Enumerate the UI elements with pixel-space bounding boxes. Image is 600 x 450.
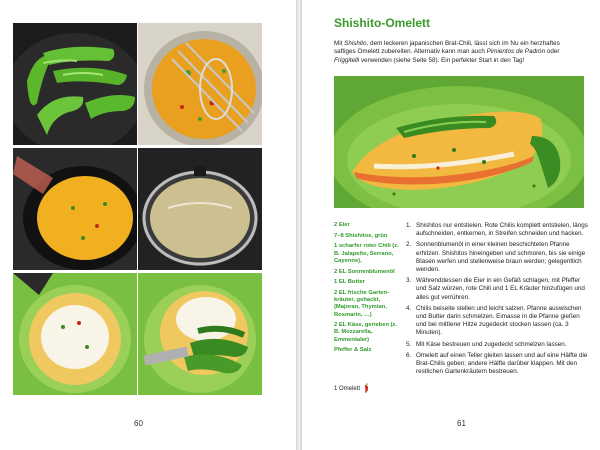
ingredient-list bbox=[334, 222, 400, 358]
ingredient-item: 2 EL frische Garten-kräuter, gehackt, (Majoran, Thymian, Rosmarin, …) bbox=[334, 289, 389, 318]
step-item: 4. Chilis beiseite stellen und leicht salzen. Pfanne auswischen und Butter darin schmelzen. Eimasse in die Pfanne gießen und bei mittlerer Hitze zugedeckt stocken lassen (ca. 3 Minuten). bbox=[406, 304, 582, 337]
photo-covered-pan bbox=[137, 147, 263, 271]
step-item: 2. Sonnenblumenöl in einer kleinen beschichteten Pfanne erhitzen. Shishitos hineingeben und schmoren, bis sie einige Blasen werfen und stellenweise braun werden; gelegentlich wenden. bbox=[406, 241, 586, 274]
photo-whisking-eggs bbox=[137, 22, 263, 146]
step-list bbox=[406, 222, 588, 379]
ingredient-item: 2 EL Käse, gerieben (z. B. Mozzarella, Emmentaler) bbox=[334, 322, 398, 343]
recipe-intro: Mit Shishito, dem leckeren japanischen Brat-Chili, lässt sich im Nu ein herzhaftes saftiges Omelett zubereiten. Alternativ kann man auch Pimientos de Padrón oder Friggitelli verwenden (siehe Seite 58). Ein perfekter Start in den Tag! bbox=[334, 40, 560, 64]
ingredient-item: 1 scharfer roter Chili (z. B. Jalapeño, Serrano, Cayenne), bbox=[334, 243, 399, 264]
ingredient-item: 2 EL Sonnenblumenöl bbox=[334, 268, 395, 275]
ingredient-item: 7–8 Shishitos, grün bbox=[334, 232, 388, 239]
page-number: 60 bbox=[134, 419, 143, 428]
left-page bbox=[0, 0, 296, 450]
ingredient-item: 2 Eier bbox=[334, 222, 350, 228]
ingredient-item: Pfeffer & Salz bbox=[334, 347, 372, 354]
step-item: 5. Mit Käse bestreuen und zugedeckt schmelzen lassen. bbox=[406, 340, 567, 348]
photo-finished-omelette bbox=[334, 76, 584, 208]
step-item: 6. Omelett auf einen Teller gleiten lassen und auf eine Hälfte die Brat-Chilis geben; andere Hälfte darüber klappen. Mit den restlichen Gartenkräutern bestreuen. bbox=[406, 351, 588, 376]
chili-icon bbox=[363, 383, 370, 394]
right-page bbox=[302, 0, 600, 450]
step-item: 1. Shishitos nur entstielen. Rote Chilis komplett entstielen, längs aufschneiden, entkernen, in Streifen schneiden und hacken. bbox=[406, 222, 588, 238]
photo-egg-in-pan bbox=[12, 147, 138, 271]
photo-cheese-omelette bbox=[12, 272, 138, 396]
photo-omelette-with-chilis bbox=[137, 272, 263, 396]
recipe-yield bbox=[334, 383, 370, 394]
photo-shishitos-frying bbox=[12, 22, 138, 146]
ingredient-item: 1 EL Butter bbox=[334, 279, 365, 286]
step-item: 3. Währenddessen die Eier in ein Gefäß schlagen, mit Pfeffer und Salz würzen, rote Chili und 1 EL Kräuter hinzufügen und alles gut verrühren. bbox=[406, 277, 585, 301]
yield-label: 1 Omelett bbox=[334, 385, 361, 392]
recipe-title: Shishito-Omelett bbox=[334, 16, 431, 30]
page-number: 61 bbox=[457, 419, 466, 428]
